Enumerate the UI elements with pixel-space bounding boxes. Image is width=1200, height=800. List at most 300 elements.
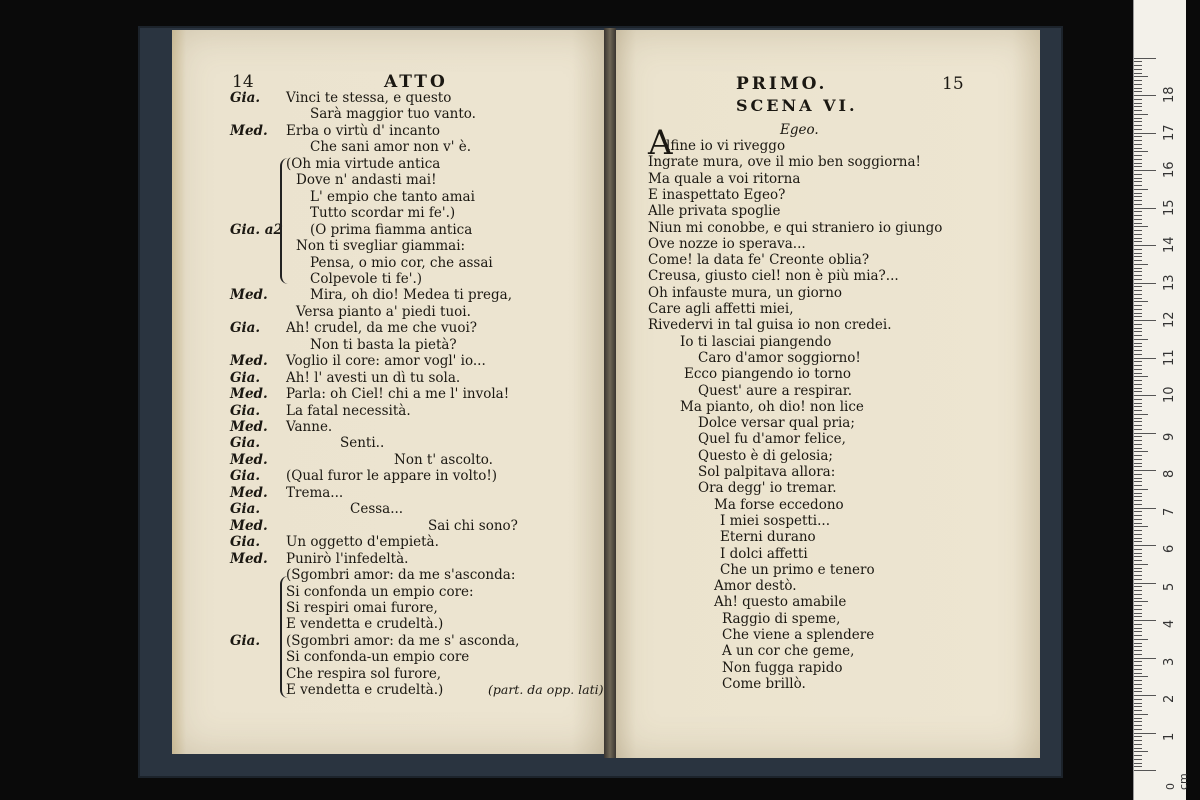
ruler-tick <box>1134 669 1142 670</box>
verse-line: Cessa... <box>350 501 404 518</box>
ruler-number: 18 <box>1162 86 1177 103</box>
ruler-tick <box>1134 676 1148 677</box>
ruler-tick <box>1134 155 1142 156</box>
brace-duet-top <box>280 158 288 284</box>
ruler-tick <box>1134 478 1142 479</box>
ruler-tick <box>1134 271 1142 272</box>
ruler-tick <box>1134 241 1142 242</box>
verse-line: Pensa, o mio cor, che assai <box>310 254 493 271</box>
ruler-tick <box>1134 639 1148 640</box>
ruler-tick <box>1134 391 1142 392</box>
ruler-tick <box>1134 58 1156 59</box>
ruler-number: 12 <box>1162 311 1177 328</box>
ruler-tick <box>1134 328 1142 329</box>
speaker-label: Gia. a2 <box>230 221 283 238</box>
ruler-tick <box>1134 410 1142 411</box>
ruler-number: 7 <box>1162 507 1177 516</box>
verse-line: Raggio di speme, <box>722 610 841 627</box>
ruler-tick <box>1134 530 1142 531</box>
ruler-tick <box>1134 500 1142 501</box>
verse-line: Ora degg' io tremar. <box>698 480 837 497</box>
ruler-tick <box>1134 373 1142 374</box>
verse-line: Che sani amor non v' è. <box>310 139 472 156</box>
ruler-tick <box>1134 354 1142 355</box>
verse-line: Erba o virtù d' incanto <box>286 122 441 139</box>
ruler-number: 8 <box>1162 469 1177 478</box>
ruler-tick <box>1134 624 1142 625</box>
ruler-tick <box>1134 358 1156 359</box>
verse-line: Che un primo e tenero <box>720 561 875 578</box>
ruler-tick <box>1134 286 1142 287</box>
ruler-number: 13 <box>1162 273 1177 291</box>
page-number: 15 <box>942 74 964 94</box>
verse-line: Parla: oh Ciel! chi a me l' invola! <box>286 386 510 403</box>
ruler-tick <box>1134 688 1142 689</box>
ruler-tick <box>1134 140 1142 141</box>
verse-line: Senti.. <box>340 435 385 452</box>
verse-line: A un cor che geme, <box>722 643 855 660</box>
ruler-number: 16 <box>1162 161 1177 178</box>
verse-line: Non ti svegliar giammai: <box>296 238 466 255</box>
ruler-tick <box>1134 189 1148 190</box>
verse-line: Che viene a splendere <box>722 627 875 643</box>
ruler-tick <box>1134 230 1142 231</box>
ruler-tick <box>1134 733 1156 734</box>
ruler-tick <box>1134 215 1142 216</box>
verse-line: Non fugga rapido <box>722 659 843 676</box>
ruler-tick <box>1134 770 1156 771</box>
ruler-tick <box>1134 294 1142 295</box>
verse-line: Ah! crudel, da me che vuoi? <box>286 320 478 337</box>
ruler-tick <box>1134 316 1142 317</box>
ruler-tick <box>1134 103 1142 104</box>
ruler-tick <box>1134 703 1142 704</box>
ruler-tick <box>1134 121 1142 122</box>
ruler-tick <box>1134 129 1142 130</box>
verse-line: Versa pianto a' piedi tuoi. <box>296 303 471 320</box>
verse-line: Punirò l'infedeltà. <box>286 550 409 567</box>
ruler-tick <box>1134 721 1142 722</box>
right-page <box>612 30 1040 758</box>
verse-line: E inaspettato Egeo? <box>648 186 786 203</box>
ruler-tick <box>1134 249 1142 250</box>
ruler-tick <box>1134 84 1142 85</box>
ruler-tick <box>1134 346 1142 347</box>
ruler-tick <box>1134 151 1148 152</box>
ruler-tick <box>1134 193 1142 194</box>
ruler-tick <box>1134 714 1148 715</box>
ruler-tick <box>1134 290 1142 291</box>
ruler-tick <box>1134 448 1142 449</box>
ruler-tick <box>1134 568 1142 569</box>
ruler-tick <box>1134 331 1142 332</box>
verse-line: Tutto scordar mi fe'.) <box>310 205 456 222</box>
ruler-tick <box>1134 538 1142 539</box>
verse-line: (Sgombri amor: da me s' asconda, <box>286 632 520 649</box>
ruler-tick <box>1134 766 1142 767</box>
ruler-tick <box>1134 185 1142 186</box>
ruler-tick <box>1134 73 1142 74</box>
verse-line: Dove n' andasti mai! <box>296 172 437 189</box>
ruler-tick <box>1134 414 1148 415</box>
ruler-tick <box>1134 740 1142 741</box>
ruler-tick <box>1134 365 1142 366</box>
ruler-tick <box>1134 275 1142 276</box>
ruler-tick <box>1134 343 1142 344</box>
ruler-tick <box>1134 223 1142 224</box>
verse-line: Care agli affetti miei, <box>648 301 794 317</box>
ruler-tick <box>1134 590 1142 591</box>
verse-line: Si confonda un empio core: <box>286 583 474 600</box>
ruler-tick <box>1134 594 1142 595</box>
ruler-tick <box>1134 95 1156 96</box>
measuring-ruler <box>1133 0 1190 800</box>
verse-line: Vinci te stessa, e questo <box>286 90 452 106</box>
verse-line: Ecco piangendo io torno <box>684 366 852 383</box>
ruler-tick <box>1134 418 1142 419</box>
verse-line: Ma quale a voi ritorna <box>648 170 801 187</box>
ruler-tick <box>1134 534 1142 535</box>
verse-line: Questo è di gelosia; <box>698 447 833 464</box>
ruler-tick <box>1134 609 1142 610</box>
ruler-tick <box>1134 718 1142 719</box>
verse-line: I dolci affetti <box>720 545 808 562</box>
ruler-tick <box>1134 99 1142 100</box>
ruler-tick <box>1134 613 1142 614</box>
ruler-tick <box>1134 384 1142 385</box>
ruler-number: 17 <box>1162 123 1177 141</box>
speaker-label: Med. <box>230 550 268 567</box>
ruler-tick <box>1134 541 1142 542</box>
ruler-tick <box>1134 268 1142 269</box>
ruler-tick <box>1134 204 1142 205</box>
ruler-tick <box>1134 200 1142 201</box>
ruler-tick <box>1134 361 1142 362</box>
verse-line: (Qual furor le appare in volto!) <box>286 468 498 485</box>
ruler-tick <box>1134 470 1156 471</box>
ruler-tick <box>1134 579 1142 580</box>
ruler-tick <box>1134 148 1142 149</box>
speaker-label: Gia. <box>230 369 261 386</box>
verse-line: Ove nozze io sperava... <box>648 235 806 252</box>
ruler-tick <box>1134 628 1142 629</box>
ruler-tick <box>1134 388 1142 389</box>
ruler-tick <box>1134 433 1156 434</box>
speaker-label: Med. <box>230 484 268 501</box>
ruler-tick <box>1134 253 1142 254</box>
speaker-label: Gia. <box>230 435 261 452</box>
ruler-tick <box>1134 706 1142 707</box>
ruler-tick <box>1134 174 1142 175</box>
ruler-tick <box>1134 298 1142 299</box>
verse-line: Non ti basta la pietà? <box>310 336 457 353</box>
ruler-tick <box>1134 245 1156 246</box>
speaker-label: Med. <box>230 287 268 304</box>
book-gutter <box>604 28 616 758</box>
speaker-label: Med. <box>230 419 268 435</box>
ruler-tick <box>1134 80 1142 81</box>
ruler-tick <box>1134 208 1156 209</box>
ruler-tick <box>1134 106 1142 107</box>
ruler-tick <box>1134 601 1148 602</box>
ruler-tick <box>1134 695 1156 696</box>
ruler-tick <box>1134 211 1142 212</box>
verse-line: Sai chi sono? <box>428 517 518 534</box>
ruler-tick <box>1134 575 1142 576</box>
ruler-tick <box>1134 680 1142 681</box>
ruler-tick <box>1134 256 1142 257</box>
ruler-tick <box>1134 305 1142 306</box>
ruler-tick <box>1134 181 1142 182</box>
ruler-tick <box>1134 88 1142 89</box>
verse-line: L' empio che tanto amai <box>310 188 475 205</box>
brace-duet-bottom <box>280 576 288 698</box>
verse-line: Sarà maggior tuo vanto. <box>310 106 476 123</box>
ruler-number: 9 <box>1162 432 1177 441</box>
verse-line: Ingrate mura, ove il mio ben soggiorna! <box>648 154 921 171</box>
ruler-number: 11 <box>1162 348 1177 366</box>
verse-line: Voglio il core: amor vogl' io... <box>286 353 486 370</box>
ruler-tick <box>1134 166 1142 167</box>
verse-line: E vendetta e crudeltà.) <box>286 616 444 633</box>
speaker-label: Gia. <box>230 320 261 337</box>
ruler-tick <box>1134 496 1142 497</box>
ruler-tick <box>1134 744 1142 745</box>
speaker-label: Med. <box>230 122 268 139</box>
ruler-tick <box>1134 586 1142 587</box>
ruler-tick <box>1134 736 1142 737</box>
verse-line: Come brillò. <box>722 675 806 692</box>
ruler-tick <box>1134 219 1142 220</box>
ruler-tick <box>1134 616 1142 617</box>
ruler-tick <box>1134 350 1142 351</box>
verse-line: Creusa, giusto ciel! non è più mia?... <box>648 268 899 285</box>
ruler-tick <box>1134 125 1142 126</box>
ruler-tick <box>1134 755 1142 756</box>
ruler-tick <box>1134 519 1142 520</box>
verse-line: (Oh mia virtude antica <box>286 155 441 172</box>
ruler-tick <box>1134 313 1142 314</box>
ruler-tick <box>1134 511 1142 512</box>
speaker-label: Med. <box>230 451 268 468</box>
ruler-tick <box>1134 481 1142 482</box>
verse-line: Vanne. <box>286 419 333 435</box>
ruler-tick <box>1134 335 1142 336</box>
ruler-tick <box>1134 605 1142 606</box>
speaker-label: Gia. <box>230 501 261 518</box>
speaker-label: Med. <box>230 517 268 534</box>
page-header: ATTO <box>384 72 448 92</box>
ruler-tick <box>1134 650 1142 651</box>
speaker-label: Gia. <box>230 90 261 106</box>
ruler-tick <box>1134 526 1148 527</box>
ruler-tick <box>1134 406 1142 407</box>
ruler-tick <box>1134 69 1142 70</box>
ruler-number: 6 <box>1162 544 1177 553</box>
ruler-tick <box>1134 508 1156 509</box>
verse-line: Niun mi conobbe, e qui straniero io giungo <box>648 219 943 236</box>
ruler-number: 10 <box>1162 386 1177 403</box>
ruler-tick <box>1134 504 1142 505</box>
speaker-label: Med. <box>230 353 268 370</box>
ruler-tick <box>1134 523 1142 524</box>
ruler-tick <box>1134 763 1142 764</box>
verse-line: Quel fu d'amor felice, <box>698 431 846 448</box>
ruler-tick <box>1134 320 1156 321</box>
verse-line: Mira, oh dio! Medea ti prega, <box>310 287 513 304</box>
verse-line: lfine io vi riveggo <box>666 138 786 154</box>
ruler-tick <box>1134 455 1142 456</box>
ruler-tick <box>1134 61 1142 62</box>
ruler-number: 15 <box>1162 198 1177 216</box>
ruler-tick <box>1134 646 1142 647</box>
ruler-number: 1 <box>1162 732 1177 741</box>
verse-line: Si confonda-un empio core <box>286 649 470 666</box>
ruler-tick <box>1134 369 1142 370</box>
ruler-tick <box>1134 751 1148 752</box>
ruler-tick <box>1134 91 1142 92</box>
ruler-tick <box>1134 598 1142 599</box>
ruler-tick <box>1134 684 1142 685</box>
ruler-tick <box>1134 136 1142 137</box>
speaker-label: Gia. <box>230 402 261 419</box>
verse-line: Io ti lasciai piangendo <box>680 333 832 350</box>
ruler-number: 4 <box>1162 619 1177 628</box>
ruler-tick <box>1134 463 1142 464</box>
ruler-tick <box>1134 673 1142 674</box>
speaker-label: Med. <box>230 386 268 403</box>
verse-line: Ma pianto, oh dio! non lice <box>680 398 864 415</box>
ruler-tick <box>1134 725 1142 726</box>
ruler-tick <box>1134 643 1142 644</box>
ruler-tick <box>1134 163 1142 164</box>
ruler-tick <box>1134 279 1142 280</box>
verse-line: Si respiri omai furore, <box>286 599 438 616</box>
verse-line: Un oggetto d'empietà. <box>286 534 439 551</box>
verse-line: Non t' ascolto. <box>394 451 493 468</box>
ruler-number: 14 <box>1162 236 1177 253</box>
verse-line: E vendetta e crudeltà.) <box>286 682 444 699</box>
ruler-tick <box>1134 133 1156 134</box>
verse-line: I miei sospetti... <box>720 512 830 529</box>
ruler-tick <box>1134 178 1142 179</box>
stage-direction: (part. da opp. lati) <box>488 682 604 698</box>
ruler-tick <box>1134 196 1142 197</box>
page-number: 14 <box>232 72 254 92</box>
ruler-tick <box>1134 421 1142 422</box>
ruler-tick <box>1134 118 1142 119</box>
verse-line: Rivedervi in tal guisa io non credei. <box>648 317 892 334</box>
ruler-tick <box>1134 451 1148 452</box>
ruler-tick <box>1134 493 1142 494</box>
ruler-tick <box>1134 301 1148 302</box>
character-name: Egeo. <box>780 122 819 138</box>
verse-line: Dolce versar qual pria; <box>698 415 855 432</box>
verse-line: Oh infauste mura, un giorno <box>648 284 843 301</box>
ruler-tick <box>1134 759 1142 760</box>
ruler-tick <box>1134 440 1142 441</box>
ruler-tick <box>1134 583 1156 584</box>
ruler-tick <box>1134 556 1142 557</box>
verse-line: Che respira sol furore, <box>286 665 442 682</box>
left-page <box>172 30 610 754</box>
verse-line: Ah! questo amabile <box>714 594 847 611</box>
ruler-tick <box>1134 459 1142 460</box>
ruler-tick <box>1134 425 1142 426</box>
ruler-tick <box>1134 661 1142 662</box>
ruler-tick <box>1134 264 1148 265</box>
ruler-tick <box>1134 114 1148 115</box>
ruler-tick <box>1134 545 1156 546</box>
verse-line: (Sgombri amor: da me s'asconda: <box>286 567 516 584</box>
ruler-tick <box>1134 515 1142 516</box>
ruler-number: 5 <box>1162 582 1177 591</box>
verse-line: Come! la data fe' Creonte oblia? <box>648 252 870 269</box>
ruler-tick <box>1134 571 1142 572</box>
verse-line: Quest' aure a respirar. <box>698 382 853 399</box>
ruler-tick <box>1134 564 1148 565</box>
ruler-tick <box>1134 466 1142 467</box>
ruler-tick <box>1134 710 1142 711</box>
verse-line: Alle privata spoglie <box>648 203 781 220</box>
ruler-tick <box>1134 170 1156 171</box>
ruler-tick <box>1134 403 1142 404</box>
verse-line: Ma forse eccedono <box>714 496 844 513</box>
ruler-tick <box>1134 309 1142 310</box>
ruler-tick <box>1134 144 1142 145</box>
ruler-tick <box>1134 620 1156 621</box>
verse-line: Trema... <box>286 484 344 501</box>
ruler-tick <box>1134 631 1142 632</box>
ruler-tick <box>1134 444 1142 445</box>
ruler-tick <box>1134 376 1148 377</box>
ruler-tick <box>1134 380 1142 381</box>
drop-cap: A <box>648 123 673 163</box>
ruler-tick <box>1134 665 1142 666</box>
ruler-number: 3 <box>1162 657 1177 666</box>
ruler-tick <box>1134 474 1142 475</box>
ruler-tick <box>1134 238 1142 239</box>
ruler-tick <box>1134 234 1142 235</box>
ruler-tick <box>1134 283 1156 284</box>
verse-line: Caro d'amor soggiorno! <box>698 349 861 366</box>
verse-line: La fatal necessità. <box>286 402 411 419</box>
ruler-tick <box>1134 110 1142 111</box>
ruler-tick <box>1134 748 1142 749</box>
ruler-tick <box>1134 429 1142 430</box>
speaker-label: Gia. <box>230 534 261 551</box>
ruler-tick <box>1134 485 1142 486</box>
ruler-tick <box>1134 553 1142 554</box>
ruler-tick <box>1134 395 1156 396</box>
verse-line: (O prima fiamma antica <box>310 221 473 238</box>
page-header: PRIMO. <box>736 74 828 94</box>
ruler-tick <box>1134 339 1148 340</box>
ruler-number: 2 <box>1162 694 1177 703</box>
ruler-tick <box>1134 489 1148 490</box>
ruler-tick <box>1134 65 1142 66</box>
ruler-tick <box>1134 436 1142 437</box>
ruler-tick <box>1134 699 1142 700</box>
ruler-tick <box>1134 159 1142 160</box>
scene-heading: SCENA VI. <box>736 96 858 115</box>
ruler-tick <box>1134 658 1156 659</box>
verse-line: Eterni durano <box>720 529 816 546</box>
ruler-tick <box>1134 399 1142 400</box>
verse-line: Amor destò. <box>714 578 797 595</box>
ruler-tick <box>1134 691 1142 692</box>
ruler-unit-label: 0 cm <box>1164 773 1190 790</box>
